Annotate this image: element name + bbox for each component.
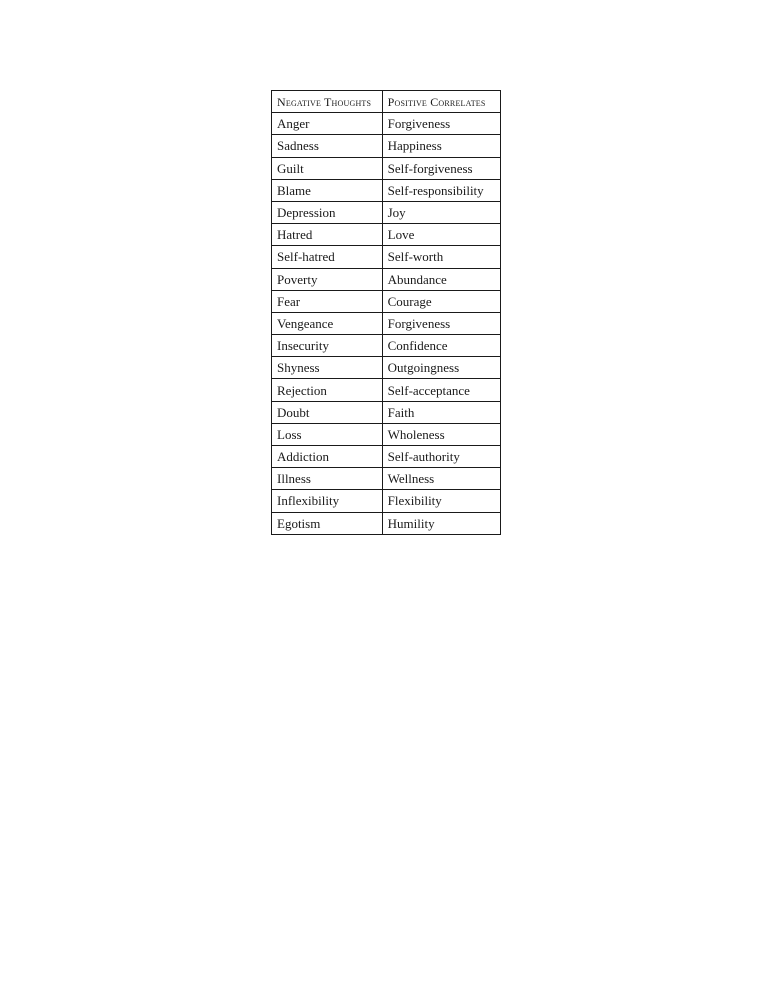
table-row xyxy=(272,423,501,445)
positive-correlate-cell: Confidence xyxy=(382,335,500,357)
positive-correlate-cell: Love xyxy=(382,224,500,246)
negative-thought-cell: Loss xyxy=(272,423,383,445)
negative-thought-cell: Anger xyxy=(272,113,383,135)
negative-thought-cell: Illness xyxy=(272,468,383,490)
positive-correlate-cell: Wholeness xyxy=(382,423,500,445)
table-row xyxy=(272,335,501,357)
table-row xyxy=(272,379,501,401)
positive-correlate-cell: Flexibility xyxy=(382,490,500,512)
positive-correlate-cell: Self-worth xyxy=(382,246,500,268)
negative-thought-cell: Rejection xyxy=(272,379,383,401)
positive-correlate-cell: Abundance xyxy=(382,268,500,290)
positive-correlate-cell: Forgiveness xyxy=(382,113,500,135)
table-row xyxy=(272,113,501,135)
negative-thought-cell: Blame xyxy=(272,179,383,201)
negative-thought-cell: Hatred xyxy=(272,224,383,246)
negative-thought-cell: Self-hatred xyxy=(272,246,383,268)
table-row xyxy=(272,179,501,201)
table-row xyxy=(272,157,501,179)
table-row xyxy=(272,201,501,223)
negative-thought-cell: Insecurity xyxy=(272,335,383,357)
positive-correlate-cell: Forgiveness xyxy=(382,312,500,334)
positive-correlate-cell: Outgoingness xyxy=(382,357,500,379)
positive-correlate-cell: Happiness xyxy=(382,135,500,157)
header-positive-correlates: Positive Correlates xyxy=(382,91,500,113)
table-header-row xyxy=(272,91,501,113)
positive-correlate-cell: Self-forgiveness xyxy=(382,157,500,179)
negative-thought-cell: Sadness xyxy=(272,135,383,157)
positive-correlate-cell: Faith xyxy=(382,401,500,423)
table-row xyxy=(272,135,501,157)
negative-thought-cell: Doubt xyxy=(272,401,383,423)
negative-thought-cell: Guilt xyxy=(272,157,383,179)
negative-thought-cell: Poverty xyxy=(272,268,383,290)
table-row xyxy=(272,268,501,290)
positive-correlate-cell: Self-responsibility xyxy=(382,179,500,201)
negative-thought-cell: Addiction xyxy=(272,446,383,468)
negative-thought-cell: Fear xyxy=(272,290,383,312)
positive-correlate-cell: Joy xyxy=(382,201,500,223)
table-row xyxy=(272,468,501,490)
table-row xyxy=(272,246,501,268)
table-row xyxy=(272,490,501,512)
negative-thought-cell: Vengeance xyxy=(272,312,383,334)
negative-thought-cell: Inflexibility xyxy=(272,490,383,512)
table-row xyxy=(272,312,501,334)
negative-thought-cell: Depression xyxy=(272,201,383,223)
table-row xyxy=(272,224,501,246)
thought-correlates-table xyxy=(271,90,501,535)
negative-thought-cell: Egotism xyxy=(272,512,383,534)
positive-correlate-cell: Self-authority xyxy=(382,446,500,468)
table-row xyxy=(272,290,501,312)
table-row xyxy=(272,446,501,468)
table-row xyxy=(272,401,501,423)
table-row xyxy=(272,512,501,534)
header-negative-thoughts: Negative Thoughts xyxy=(272,91,383,113)
positive-correlate-cell: Self-acceptance xyxy=(382,379,500,401)
positive-correlate-cell: Humility xyxy=(382,512,500,534)
table-row xyxy=(272,357,501,379)
positive-correlate-cell: Wellness xyxy=(382,468,500,490)
negative-thought-cell: Shyness xyxy=(272,357,383,379)
positive-correlate-cell: Courage xyxy=(382,290,500,312)
